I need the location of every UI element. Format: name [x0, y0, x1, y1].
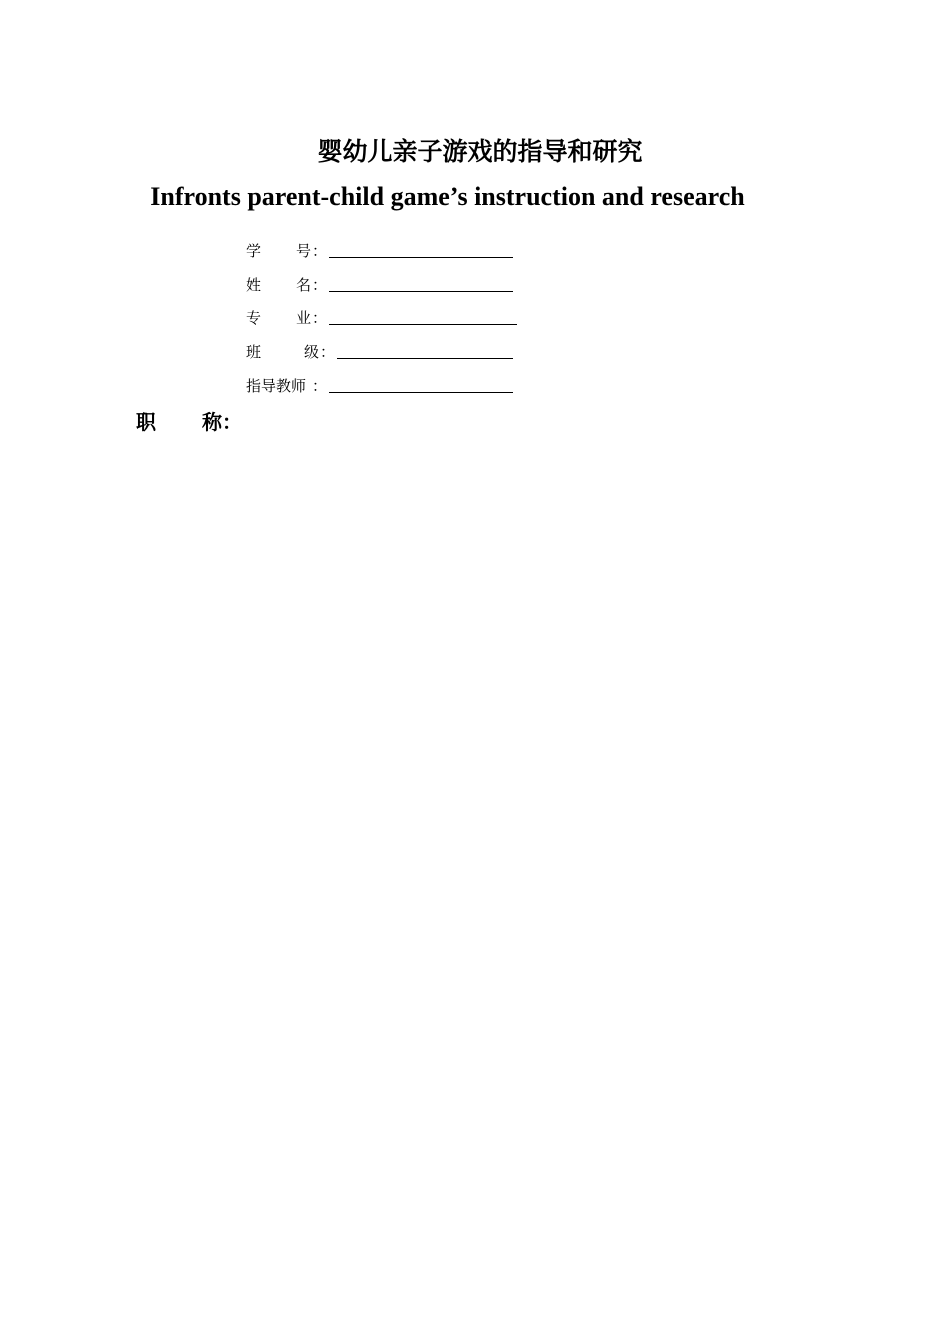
name-label-char2: 名	[296, 276, 312, 294]
student-id-label-char1: 学	[246, 242, 262, 260]
advisor-colon: ：	[312, 377, 328, 395]
class-label-char2: 级	[304, 343, 320, 361]
professional-title-label-char2	[202, 406, 242, 435]
document-title-english: Infronts parent-child game’s instruction and research	[150, 182, 745, 211]
advisor-label: 指导教师	[246, 377, 307, 395]
name-colon: ：	[312, 276, 328, 294]
major-colon: ：	[312, 309, 328, 327]
student-id-input-line[interactable]	[329, 257, 513, 258]
class-colon: ：	[320, 343, 336, 361]
student-id-label-char2: 号	[296, 242, 312, 260]
major-label-char1: 专	[246, 309, 262, 327]
class-label-char1: 班	[246, 343, 262, 361]
name-label-char1: 姓	[246, 276, 262, 294]
advisor-input-line[interactable]	[329, 392, 513, 393]
document-title-chinese: 婴幼儿亲子游戏的指导和研究	[317, 137, 643, 166]
major-input-line[interactable]	[329, 324, 517, 325]
major-label-char2: 业	[296, 309, 312, 327]
professional-title-label-char2-text: 称	[202, 410, 222, 434]
class-input-line[interactable]	[337, 358, 513, 359]
professional-title-label-char1: 职	[136, 410, 156, 434]
name-input-line[interactable]	[329, 291, 513, 292]
student-id-colon: ：	[312, 242, 328, 260]
professional-title-colon: ：	[222, 410, 242, 434]
